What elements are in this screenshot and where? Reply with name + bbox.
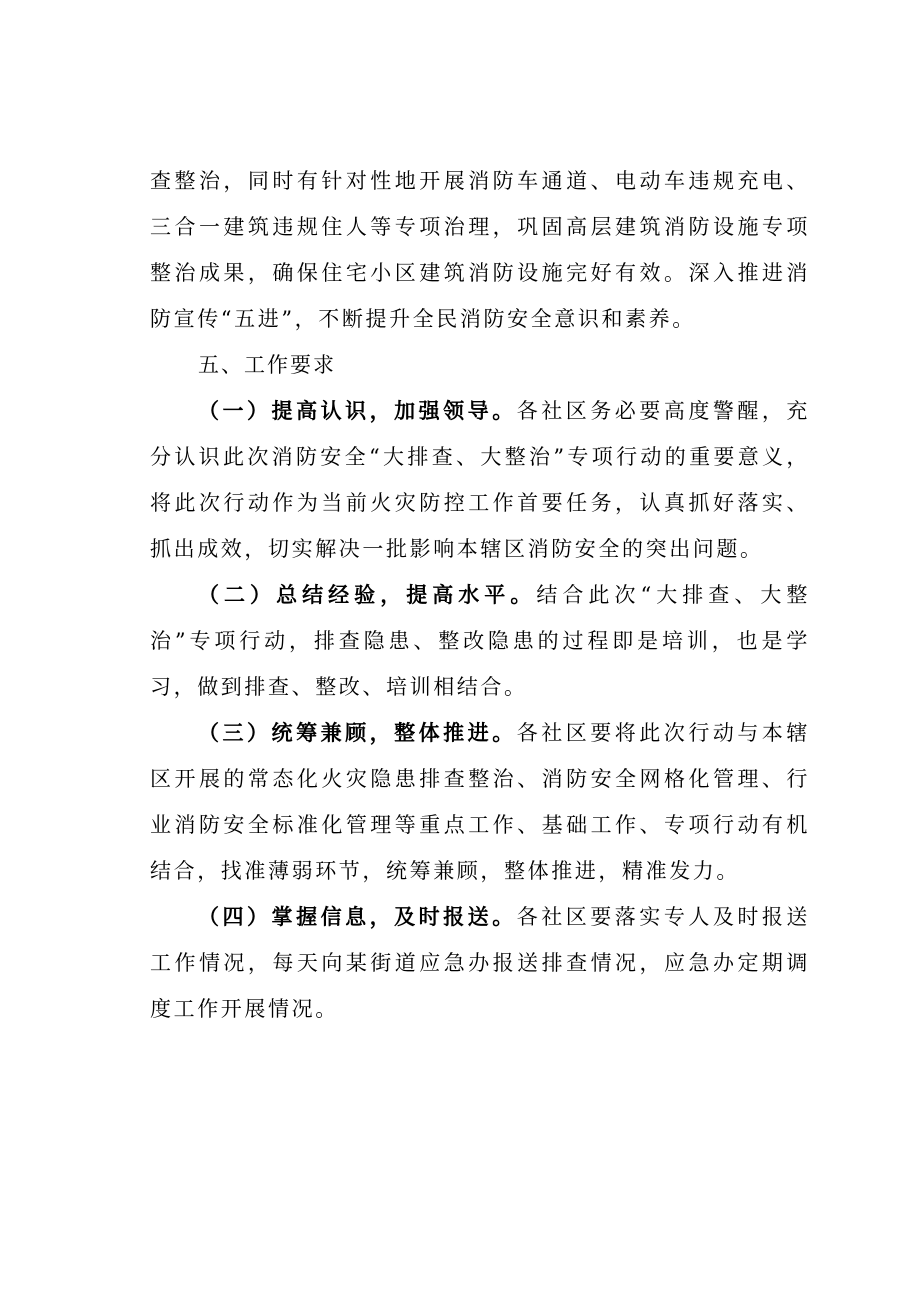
requirement-body-4: 各社区要落实专人及时报送工作情况，每天向某街道应急办报送排查情况，应急办定期调度工作开展情况。: [150, 905, 810, 1021]
intro-paragraph: 查整治，同时有针对性地开展消防车通道、电动车违规充电、三合一建筑违规住人等专项治理，巩固高层建筑消防设施专项整治成果，确保住宅小区建筑消防设施完好有效。深入推进消防宣传“五进”，不断提升全民消防安全意识和素养。: [150, 169, 810, 331]
requirement-body-3: 各社区要将此次行动与本辖区开展的常态化火灾隐患排查整治、消防安全网格化管理、行业消防安全标准化管理等重点工作、基础工作、专项行动有机结合，找准薄弱环节，统筹兼顾，整体推进，精准发力。: [150, 721, 810, 883]
requirement-item-3: [150, 710, 810, 894]
requirement-title-3: （三）统筹兼顾，整体推进。: [198, 720, 517, 745]
requirement-body-2: 结合此次“大排查、大整治”专项行动，排查隐患、整改隐患的过程即是培训，也是学习，做到排查、整改、培训相结合。: [150, 583, 810, 699]
requirement-body-1: 各社区务必要高度警醒，充分认识此次消防安全“大排查、大整治”专项行动的重要意义，将此次行动作为当前火灾防控工作首要任务，认真抓好落实、抓出成效，切实解决一批影响本辖区消防安全的突出问题。: [150, 399, 810, 561]
requirement-title-2: （二）总结经验，提高水平。: [198, 582, 537, 607]
requirement-title-1: （一）提高认识，加强领导。: [198, 398, 517, 423]
requirement-item-1: [150, 388, 810, 572]
document-body: [150, 158, 810, 1032]
requirement-item-4: [150, 894, 810, 1032]
requirement-item-2: [150, 572, 810, 710]
requirement-title-4: （四）掌握信息，及时报送。: [198, 904, 517, 929]
section-heading: 五、工作要求: [198, 353, 336, 377]
